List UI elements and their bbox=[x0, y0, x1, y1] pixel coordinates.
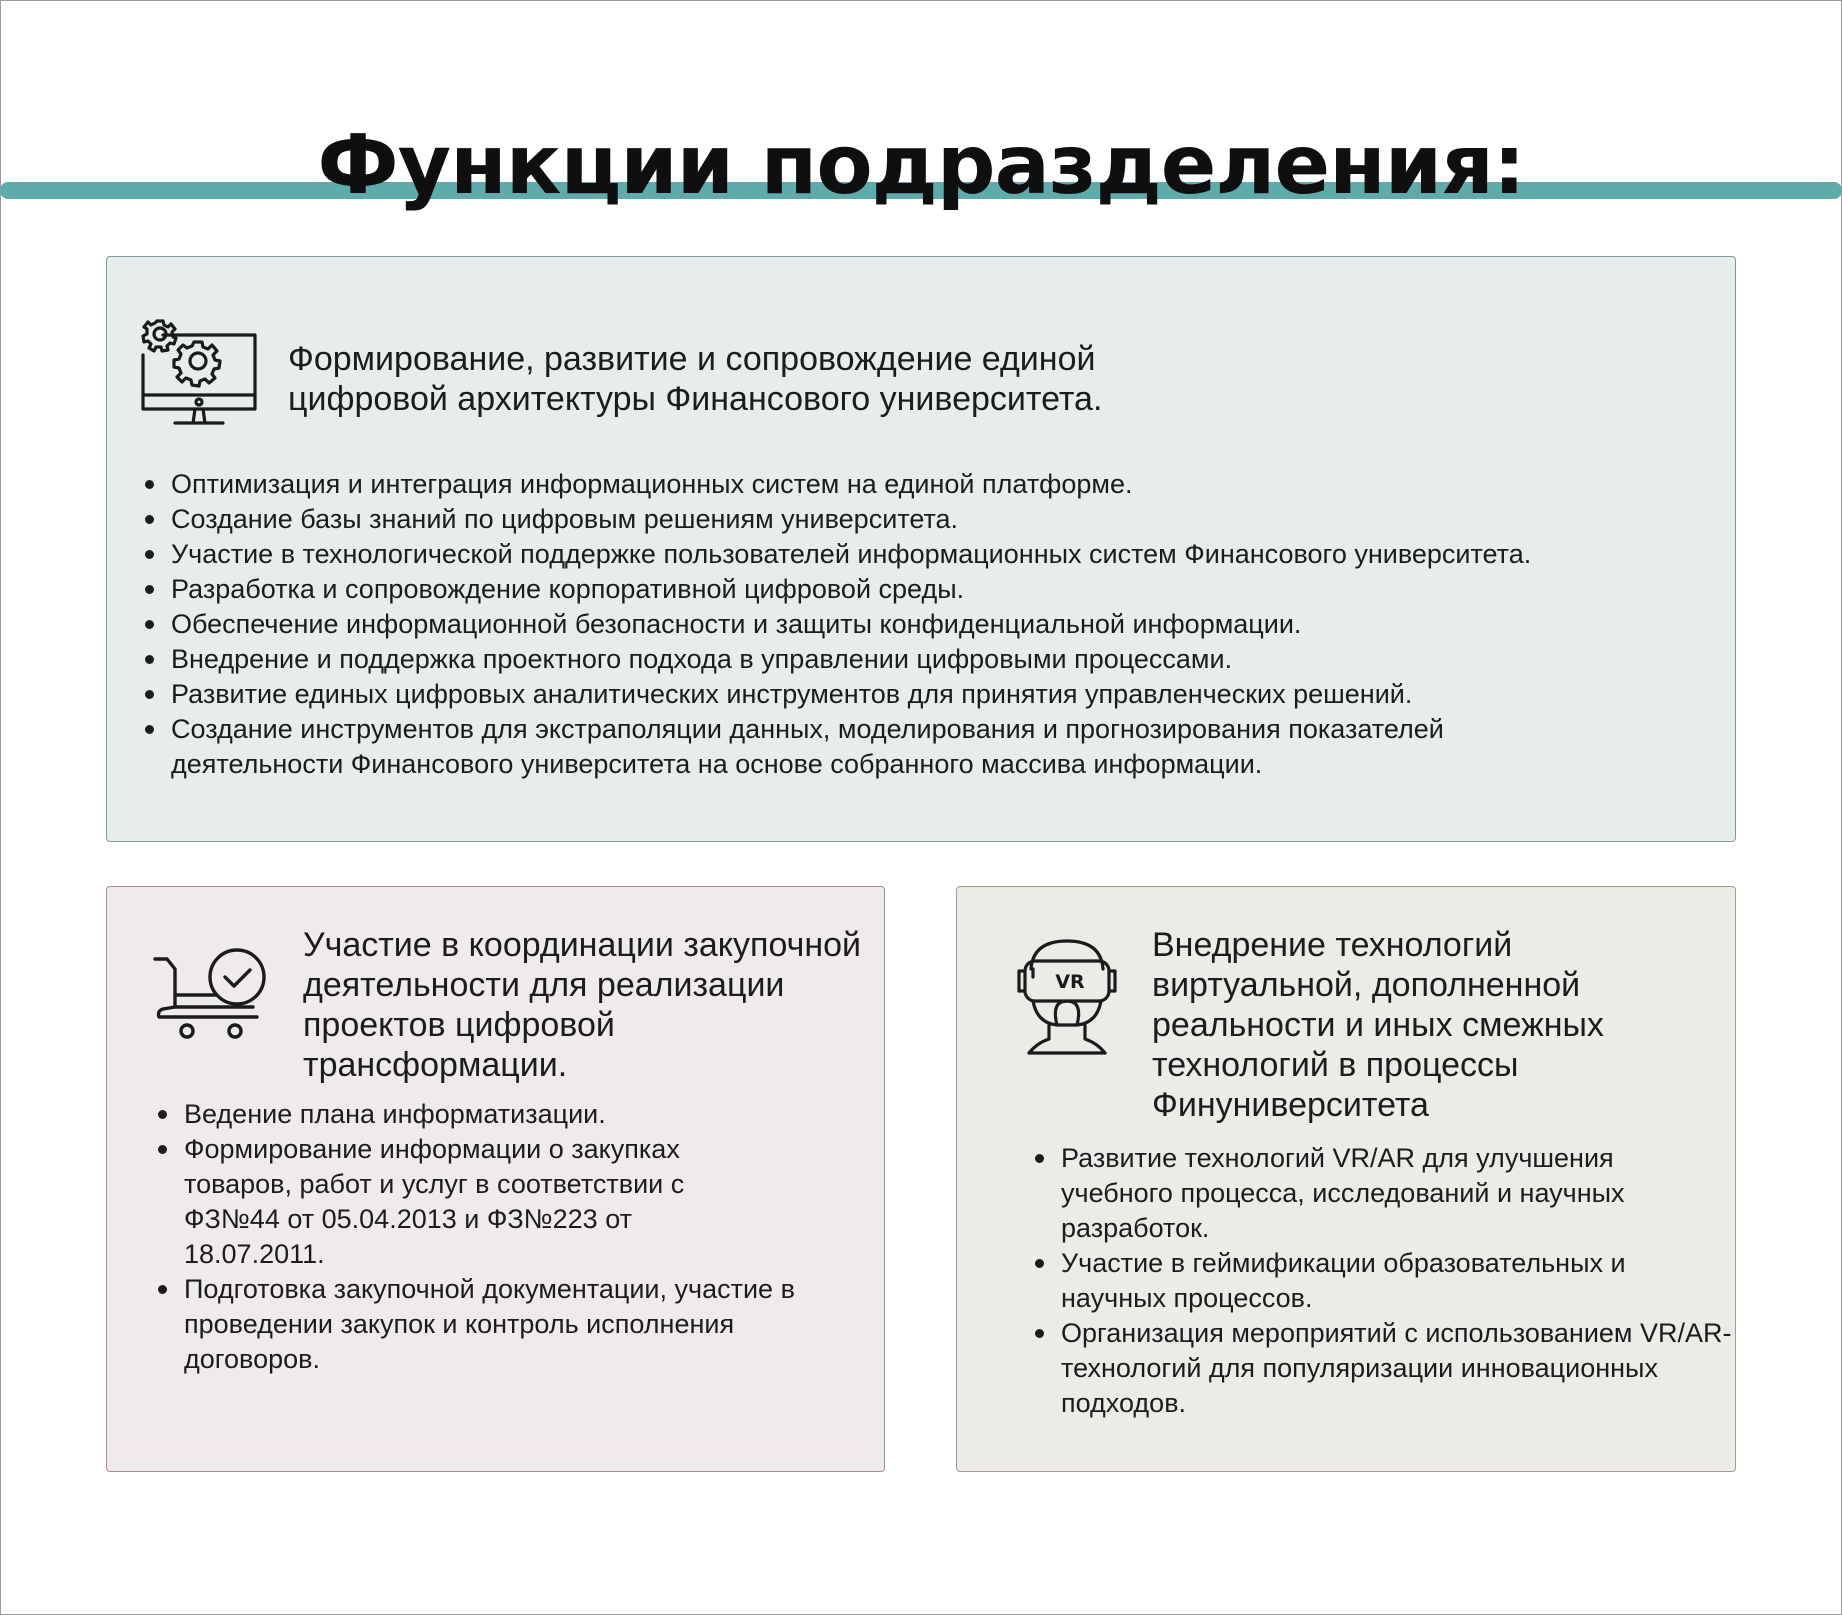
list-item: Участие в технологической поддержке пользователей информационных систем Финансового университета. bbox=[171, 537, 1731, 572]
list-item: Обеспечение информационной безопасности и защиты конфиденциальной информации. bbox=[171, 607, 1731, 642]
vr-ar-heading: Внедрение технологий виртуальной, дополненной реальности и иных смежных технологий в процессы Финуниверситета bbox=[1152, 926, 1604, 1124]
digital-architecture-heading bbox=[288, 339, 1388, 419]
digital-architecture-card bbox=[106, 256, 1736, 842]
monitor-gears-icon bbox=[141, 315, 257, 431]
vr-icon-label: VR bbox=[1055, 971, 1085, 993]
cart-checkmark-icon bbox=[153, 947, 273, 1047]
list-item: Разработка и сопровождение корпоративной цифровой среды. bbox=[171, 572, 1731, 607]
vr-ar-list bbox=[1033, 1141, 1741, 1421]
list-item: Создание базы знаний по цифровым решениям университета. bbox=[171, 502, 1731, 537]
heading-line-1: Формирование, развитие и сопровождение единой bbox=[288, 340, 1096, 378]
procurement-heading: Участие в координации закупочной деятельности для реализации проектов цифровой трансформации. bbox=[303, 926, 861, 1084]
list-item: Развитие единых цифровых аналитических инструментов для принятия управленческих решений. bbox=[171, 677, 1731, 712]
list-item: Создание инструментов для экстраполяции данных, моделирования и прогнозирования показателей деятельности Финансового университета на основе собранного массива информации. bbox=[171, 712, 1511, 782]
heading-line-2: цифровой архитектуры Финансового университета. bbox=[288, 380, 1103, 418]
list-item: Участие в геймификации образовательных и научных процессов. bbox=[1061, 1246, 1711, 1316]
vr-ar-card bbox=[956, 886, 1736, 1472]
list-item: Внедрение и поддержка проектного подхода в управлении цифровыми процессами. bbox=[171, 642, 1731, 677]
digital-architecture-list bbox=[143, 467, 1731, 782]
page-title: Функции подразделения: bbox=[317, 118, 1525, 213]
list-item: Формирование информации о закупках товаров, работ и услуг в соответствии с ФЗ№44 от 05.04.2013 и ФЗ№223 от 18.07.2011. bbox=[184, 1132, 779, 1272]
list-item: Организация мероприятий с использованием VR/AR-технологий для популяризации инновационных подходов. bbox=[1061, 1316, 1741, 1421]
vr-headset-icon bbox=[1017, 939, 1117, 1057]
procurement-list bbox=[156, 1097, 804, 1377]
list-item: Оптимизация и интеграция информационных систем на единой платформе. bbox=[171, 467, 1731, 502]
list-item: Подготовка закупочной документации, участие в проведении закупок и контроль исполнения договоров. bbox=[184, 1272, 804, 1377]
list-item: Развитие технологий VR/AR для улучшения учебного процесса, исследований и научных разработок. bbox=[1061, 1141, 1711, 1246]
list-item: Ведение плана информатизации. bbox=[184, 1097, 804, 1132]
procurement-card bbox=[106, 886, 885, 1472]
